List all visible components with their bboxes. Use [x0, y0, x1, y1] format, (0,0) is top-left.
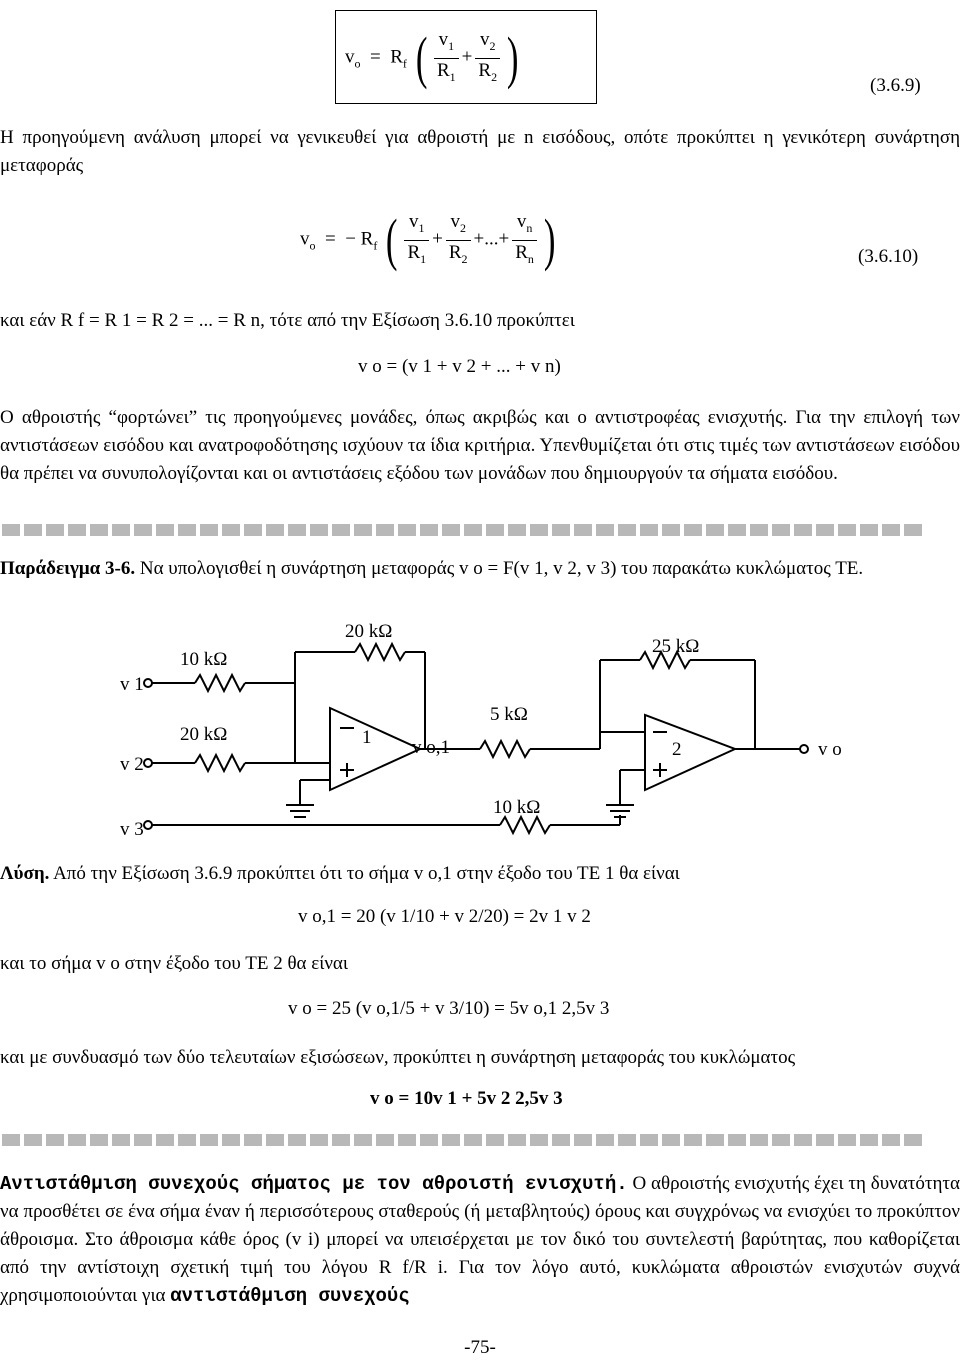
- solution-paragraph: [0, 860, 960, 888]
- equation: v o = 25 (v o,1/5 + v 3/10) = 5v o,1 2,5v 3: [288, 998, 610, 1019]
- opamp-1: [330, 708, 420, 790]
- label-rf1: 20 kΩ: [345, 621, 393, 642]
- label-r2: 20 kΩ: [180, 724, 228, 745]
- separator: [2, 1134, 952, 1148]
- label-amp1: 1: [362, 727, 372, 748]
- page-number: -75-: [464, 1337, 496, 1358]
- solution-text: Από την Εξίσωση 3.6.9 προκύπτει ότι το σήμα v o,1 στην έξοδο του ΤΕ 1 θα είναι: [53, 863, 680, 884]
- paragraph: και το σήμα v o στην έξοδο του ΤΕ 2 θα είναι: [0, 953, 348, 974]
- terminal-v1: [144, 679, 152, 687]
- label-v1: v 1: [120, 674, 144, 695]
- resistor-r2: [195, 755, 245, 771]
- equation: v o = (v 1 + v 2 + ... + v n): [358, 356, 561, 377]
- section-text: Ο αθροιστής ενισχυτής έχει τη δυνατότητα να προσθέτει σε ένα σήμα έναν ή περισσότερους σταθερούς (ή μεταβλητούς) όρους και συγχρόνως να ενισχύει το προκύπτον άθροισμα. Στο άθροισμα κάθε όρος (v i) μπορεί να υπεισέρχεται με τον δικό του συντελεστή βαρύτητας, που καθορίζεται από την αντίστοιχη σχετική τιμή του λόγου R f/R i. Για τον λόγο αυτό, κυκλώματα αθροιστών ενισχυτών συχνά χρησιμοποιούνται για: [0, 1173, 960, 1306]
- result-equation: v o = 10v 1 + 5v 2 2,5v 3: [370, 1088, 563, 1109]
- equation-3-6-10: $v_o$ = − $R_f$ ( $\frac{v_1}{R_1}$ + $\frac{v_2}{R_2}$ +...+ $\frac{v_n}{R_n}$ ): [300, 207, 556, 273]
- paragraph: Η προηγούμενη ανάλυση μπορεί να γενικευθεί για αθροιστή με n εισόδους, οπότε προκύπτει η γενικότερη συνάρτηση μεταφοράς: [0, 127, 960, 176]
- equation-3-6-9: $v_o = R_f$ ( $\frac{v_1}{R_1}$ + $\frac{v_2}{R_2}$ ): [345, 25, 519, 91]
- label-r1: 10 kΩ: [180, 649, 228, 670]
- paragraph: και με συνδυασμό των δύο τελευταίων εξισώσεων, προκύπτει η συνάρτηση μεταφοράς του κυκλώματος: [0, 1047, 796, 1068]
- label-vo1: v o,1: [412, 737, 450, 758]
- label-vo: v o: [818, 739, 842, 760]
- label-v2: v 2: [120, 754, 144, 775]
- label-r4: 10 kΩ: [493, 797, 541, 818]
- resistor-r4: [500, 817, 550, 833]
- section-tail: αντιστάθμιση συνεχούς: [170, 1285, 410, 1307]
- terminal-vo: [800, 745, 808, 753]
- terminal-v2: [144, 759, 152, 767]
- paragraph: και εάν R f = R 1 = R 2 = ... = R n, τότε από την Εξίσωση 3.6.10 προκύπτει: [0, 310, 575, 331]
- paragraph: Ο αθροιστής “φορτώνει” τις προηγούμενες μονάδες, όπως ακριβώς και ο αντιστροφέας ενισχυτής. Για την επιλογή των αντιστάσεων εισόδου και ανατροφοδότησης ισχύουν τα ίδια κριτήρια. Υπενθυμίζεται ότι στις τιμές των αντιστάσεων εισόδου θα πρέπει να συνυπολογίζονται και οι αντιστάσεις εξόδου των μονάδων που δημιουργούν τα σήματα εισόδου.: [0, 407, 960, 484]
- solution-label: Λύση.: [0, 863, 50, 884]
- circuit-diagram: [100, 615, 860, 845]
- opamp-2: [645, 715, 735, 790]
- section-paragraph: [0, 1170, 960, 1310]
- label-amp2: 2: [672, 739, 682, 760]
- resistor-rf1: [355, 644, 405, 660]
- resistor-r3: [480, 741, 530, 757]
- example-paragraph: [0, 555, 960, 583]
- terminal-v3: [144, 821, 152, 829]
- label-rf2: 25 kΩ: [652, 636, 700, 657]
- separator: [2, 524, 952, 538]
- example-label: Παράδειγμα 3-6.: [0, 558, 136, 579]
- label-v3: v 3: [120, 819, 144, 840]
- example-text: Να υπολογισθεί η συνάρτηση μεταφοράς v o = F(v 1, v 2, v 3) του παρακάτω κυκλώματος ΤΕ.: [139, 558, 864, 579]
- label-r3: 5 kΩ: [490, 704, 528, 725]
- resistor-r1: [195, 675, 245, 691]
- equation: v o,1 = 20 (v 1/10 + v 2/20) = 2v 1 v 2: [298, 906, 591, 927]
- equation-label: (3.6.10): [858, 246, 919, 267]
- equation-label: (3.6.9): [870, 75, 921, 96]
- section-title: Αντιστάθμιση συνεχούς σήματος με τον αθροιστή ενισχυτή.: [0, 1173, 628, 1195]
